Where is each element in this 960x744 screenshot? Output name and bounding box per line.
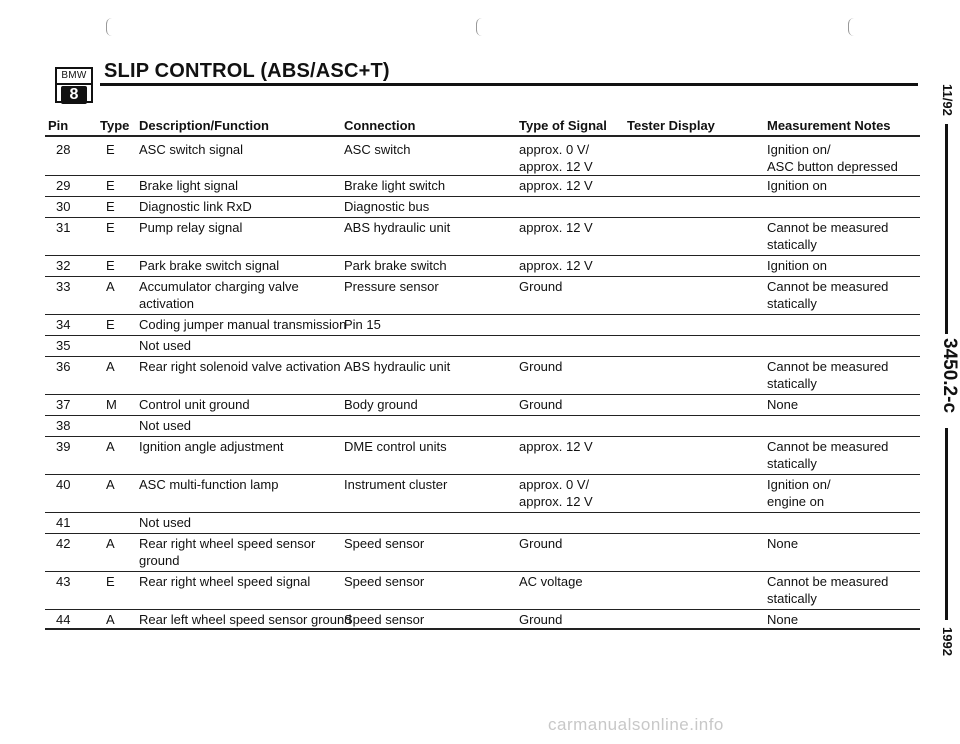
side-bar bbox=[945, 124, 948, 334]
cell-signal: approx. 12 V bbox=[519, 178, 593, 193]
col-header-signal: Type of Signal bbox=[519, 118, 607, 133]
cell-notes: statically bbox=[767, 591, 817, 606]
cell-type: E bbox=[106, 178, 115, 193]
header-rule bbox=[45, 135, 920, 137]
side-bar bbox=[945, 428, 948, 620]
cell-signal: approx. 12 V bbox=[519, 220, 593, 235]
row-divider bbox=[45, 276, 920, 277]
cell-description: Not used bbox=[139, 515, 192, 530]
cell-pin: 31 bbox=[56, 220, 71, 235]
cell-signal: Ground bbox=[519, 279, 563, 294]
row-divider bbox=[45, 255, 920, 256]
cell-description: ASC multi-function lamp bbox=[139, 477, 279, 492]
row-divider bbox=[45, 436, 920, 437]
row-divider bbox=[45, 415, 920, 416]
cell-connection: DME control units bbox=[344, 439, 447, 454]
cell-pin: 28 bbox=[56, 142, 71, 157]
cell-pin: 43 bbox=[56, 574, 71, 589]
title-rule bbox=[100, 83, 918, 86]
cell-connection: Speed sensor bbox=[344, 574, 425, 589]
cell-pin: 32 bbox=[56, 258, 71, 273]
row-divider bbox=[45, 609, 920, 610]
row-divider bbox=[45, 628, 920, 630]
cell-pin: 36 bbox=[56, 359, 71, 374]
cell-signal: approx. 12 V bbox=[519, 439, 593, 454]
cell-notes: None bbox=[767, 612, 799, 627]
cell-signal: approx. 12 V bbox=[519, 159, 593, 174]
cell-type: A bbox=[106, 536, 115, 551]
cell-signal: AC voltage bbox=[519, 574, 583, 589]
cell-description: Ignition angle adjustment bbox=[139, 439, 284, 454]
cell-signal: approx. 12 V bbox=[519, 258, 593, 273]
cell-notes: Cannot be measured bbox=[767, 359, 889, 374]
row-divider bbox=[45, 314, 920, 315]
cell-pin: 34 bbox=[56, 317, 71, 332]
cell-description: Park brake switch signal bbox=[139, 258, 280, 273]
cell-pin: 38 bbox=[56, 418, 71, 433]
cell-signal: Ground bbox=[519, 536, 563, 551]
logo-brand: BMW bbox=[57, 69, 91, 85]
cell-notes: None bbox=[767, 397, 799, 412]
cell-type: E bbox=[106, 199, 115, 214]
binding-mark bbox=[106, 18, 113, 36]
cell-connection: Speed sensor bbox=[344, 536, 425, 551]
cell-notes: Ignition on/ bbox=[767, 142, 831, 157]
binding-mark bbox=[848, 18, 855, 36]
cell-type: E bbox=[106, 317, 115, 332]
cell-notes: Cannot be measured bbox=[767, 279, 889, 294]
cell-description: Rear right solenoid valve activation bbox=[139, 359, 341, 374]
cell-type: A bbox=[106, 359, 115, 374]
col-header-description: Description/Function bbox=[139, 118, 269, 133]
cell-type: E bbox=[106, 142, 115, 157]
cell-pin: 30 bbox=[56, 199, 71, 214]
cell-description: Rear right wheel speed signal bbox=[139, 574, 311, 589]
cell-notes: Cannot be measured bbox=[767, 220, 889, 235]
cell-type: M bbox=[106, 397, 117, 412]
row-divider bbox=[45, 335, 920, 336]
cell-connection: Pressure sensor bbox=[344, 279, 439, 294]
cell-type: A bbox=[106, 612, 115, 627]
cell-connection: ASC switch bbox=[344, 142, 411, 157]
cell-pin: 39 bbox=[56, 439, 71, 454]
cell-signal: approx. 12 V bbox=[519, 494, 593, 509]
cell-notes: statically bbox=[767, 376, 817, 391]
binding-mark bbox=[476, 18, 483, 36]
logo-series: 8 bbox=[61, 86, 87, 104]
cell-description: Accumulator charging valve bbox=[139, 279, 299, 294]
side-section-code: 3450.2-c bbox=[939, 338, 960, 414]
col-header-tester: Tester Display bbox=[627, 118, 715, 133]
row-divider bbox=[45, 217, 920, 218]
page-title: SLIP CONTROL (ABS/ASC+T) bbox=[104, 60, 390, 82]
cell-type: A bbox=[106, 439, 115, 454]
col-header-pin: Pin bbox=[48, 118, 69, 133]
cell-signal: Ground bbox=[519, 359, 563, 374]
cell-type: E bbox=[106, 220, 115, 235]
row-divider bbox=[45, 175, 920, 176]
cell-description: Diagnostic link RxD bbox=[139, 199, 252, 214]
row-divider bbox=[45, 356, 920, 357]
row-divider bbox=[45, 474, 920, 475]
cell-notes: Cannot be measured bbox=[767, 574, 889, 589]
cell-signal: approx. 0 V/ bbox=[519, 142, 590, 157]
cell-pin: 42 bbox=[56, 536, 71, 551]
cell-notes: Ignition on bbox=[767, 258, 827, 273]
cell-description: Not used bbox=[139, 418, 192, 433]
row-divider bbox=[45, 533, 920, 534]
cell-pin: 33 bbox=[56, 279, 71, 294]
cell-type: A bbox=[106, 279, 115, 294]
side-date: 11/92 bbox=[940, 84, 955, 116]
row-divider bbox=[45, 512, 920, 513]
cell-notes: statically bbox=[767, 456, 817, 471]
cell-connection: Pin 15 bbox=[344, 317, 381, 332]
cell-connection: ABS hydraulic unit bbox=[344, 359, 451, 374]
col-header-connection: Connection bbox=[344, 118, 416, 133]
col-header-type: Type bbox=[100, 118, 130, 133]
cell-type: E bbox=[106, 574, 115, 589]
cell-connection: Body ground bbox=[344, 397, 418, 412]
cell-notes: Cannot be measured bbox=[767, 439, 889, 454]
cell-connection: Diagnostic bus bbox=[344, 199, 430, 214]
cell-description: Rear left wheel speed sensor ground bbox=[139, 612, 352, 627]
cell-signal: Ground bbox=[519, 612, 563, 627]
cell-description: Control unit ground bbox=[139, 397, 250, 412]
cell-connection: ABS hydraulic unit bbox=[344, 220, 451, 235]
row-divider bbox=[45, 571, 920, 572]
cell-pin: 41 bbox=[56, 515, 71, 530]
cell-type: A bbox=[106, 477, 115, 492]
cell-description: Not used bbox=[139, 338, 192, 353]
cell-description: Pump relay signal bbox=[139, 220, 243, 235]
cell-notes: Ignition on/ bbox=[767, 477, 831, 492]
cell-description: ground bbox=[139, 553, 180, 568]
cell-notes: ASC button depressed bbox=[767, 159, 898, 174]
cell-notes: statically bbox=[767, 237, 817, 252]
cell-signal: Ground bbox=[519, 397, 563, 412]
cell-connection: Park brake switch bbox=[344, 258, 447, 273]
cell-notes: None bbox=[767, 536, 799, 551]
side-year: 1992 bbox=[940, 627, 955, 656]
cell-type: E bbox=[106, 258, 115, 273]
cell-description: Rear right wheel speed sensor bbox=[139, 536, 316, 551]
cell-signal: approx. 0 V/ bbox=[519, 477, 590, 492]
cell-connection: Brake light switch bbox=[344, 178, 446, 193]
cell-pin: 35 bbox=[56, 338, 71, 353]
cell-notes: statically bbox=[767, 296, 817, 311]
cell-pin: 44 bbox=[56, 612, 71, 627]
cell-pin: 29 bbox=[56, 178, 71, 193]
cell-description: Coding jumper manual transmission bbox=[139, 317, 347, 332]
cell-description: ASC switch signal bbox=[139, 142, 244, 157]
cell-notes: Ignition on bbox=[767, 178, 827, 193]
cell-notes: engine on bbox=[767, 494, 825, 509]
col-header-notes: Measurement Notes bbox=[767, 118, 891, 133]
cell-description: activation bbox=[139, 296, 194, 311]
cell-description: Brake light signal bbox=[139, 178, 238, 193]
watermark: carmanualsonline.info bbox=[548, 715, 724, 734]
bmw-logo bbox=[55, 67, 93, 103]
cell-connection: Instrument cluster bbox=[344, 477, 448, 492]
cell-connection: Speed sensor bbox=[344, 612, 425, 627]
cell-pin: 37 bbox=[56, 397, 71, 412]
row-divider bbox=[45, 394, 920, 395]
row-divider bbox=[45, 196, 920, 197]
cell-pin: 40 bbox=[56, 477, 71, 492]
